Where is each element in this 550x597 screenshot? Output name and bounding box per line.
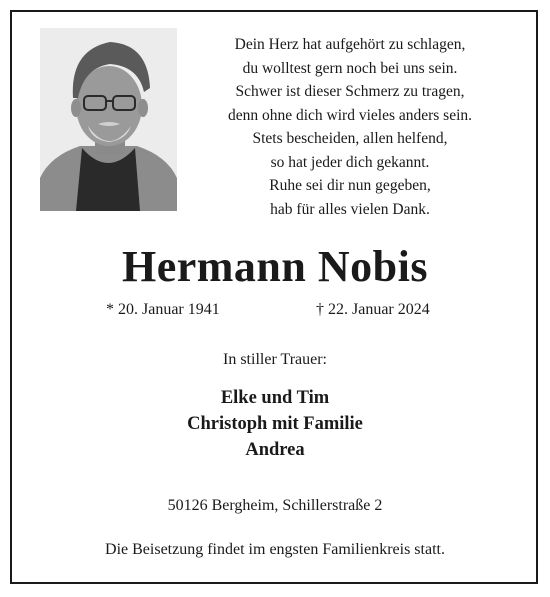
portrait-photo [40, 28, 177, 211]
poem-line: du wolltest gern noch bei uns sein. [242, 59, 458, 77]
poem-line: denn ohne dich wird vieles anders sein. [227, 106, 473, 124]
poem-line: Ruhe sei dir nun gegeben, [269, 177, 431, 194]
family-address: 50126 Bergheim, Schillerstraße 2 [167, 497, 383, 514]
mourner-name: Christoph mit Familie [187, 414, 363, 434]
poem-line: Stets bescheiden, allen helfend, [252, 130, 448, 147]
funeral-note: Die Beisetzung findet im engsten Familienkreis statt. [105, 541, 445, 558]
birth-date: * 20. Januar 1941 [106, 301, 220, 318]
poem-line: so hat jeder dich gekannt. [270, 153, 430, 171]
mourner-name: Andrea [245, 440, 305, 460]
mourner-name: Elke und Tim [220, 388, 330, 408]
poem-line: Schwer ist dieser Schmerz zu tragen, [235, 83, 465, 100]
poem-line: Dein Herz hat aufgehört zu schlagen, [234, 36, 466, 53]
mourners-list [0, 385, 550, 463]
poem-line: hab für alles vielen Dank. [270, 200, 430, 218]
memorial-poem [195, 33, 505, 221]
deceased-name: Hermann Nobis [122, 242, 428, 291]
mourning-heading: In stiller Trauer: [223, 351, 327, 368]
death-date: † 22. Januar 2024 [316, 301, 430, 318]
